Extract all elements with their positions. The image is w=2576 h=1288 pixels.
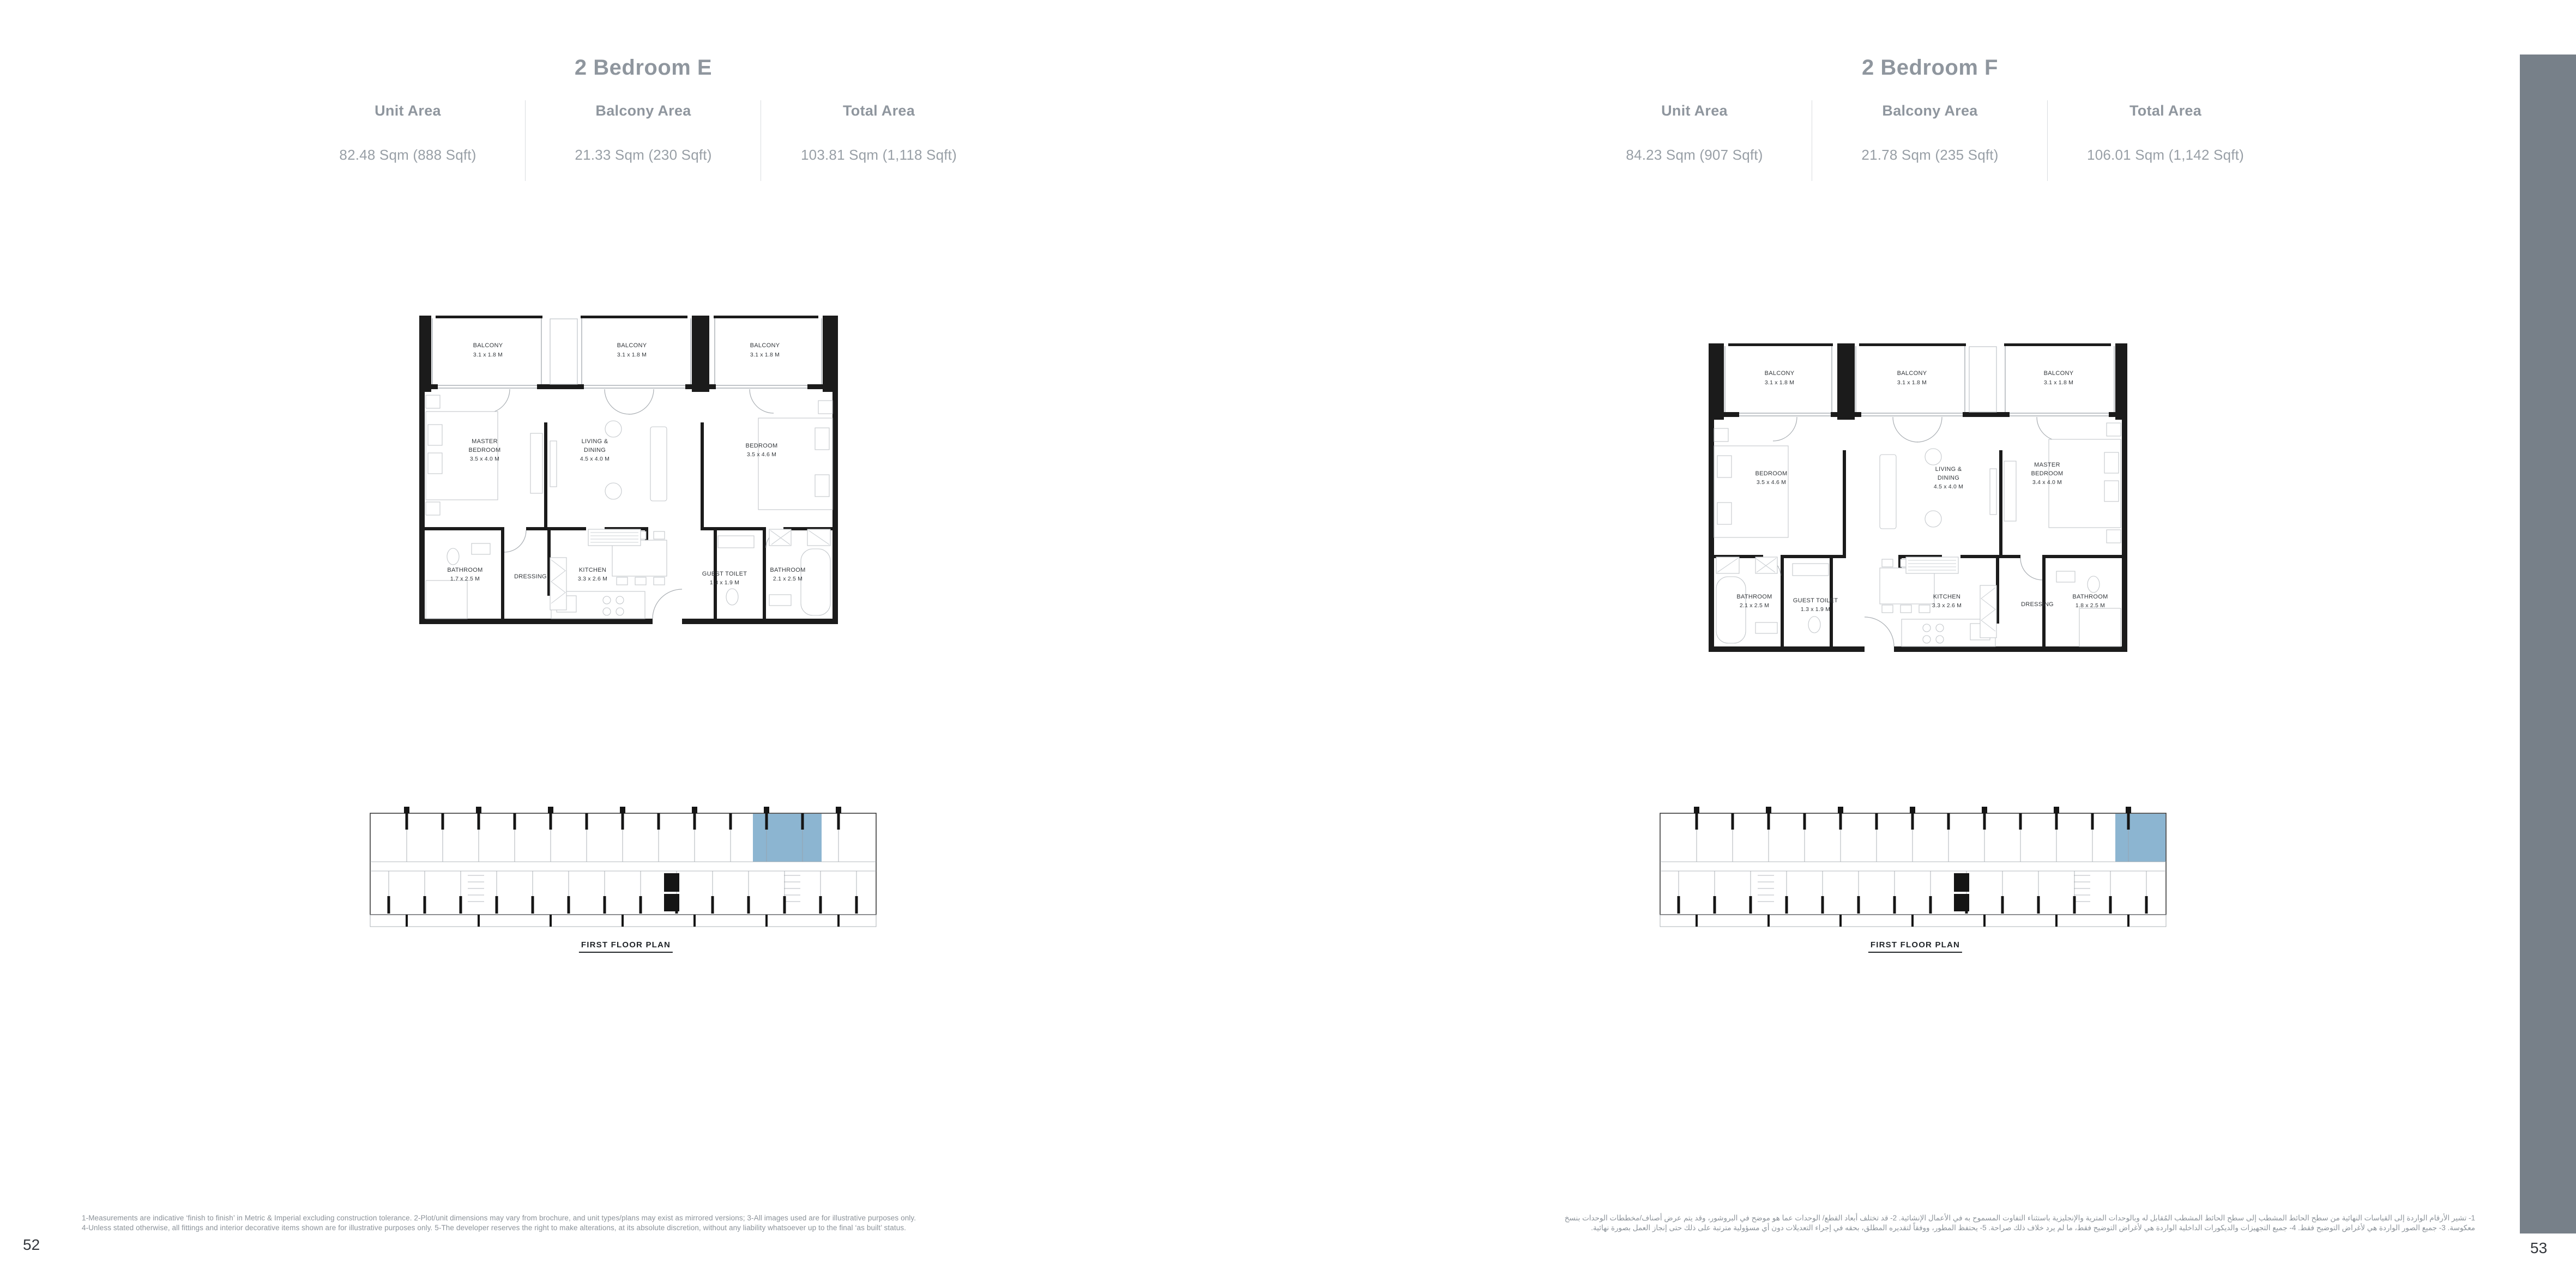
stats-left: [290, 102, 997, 164]
room-label-living-dining: DINING: [1937, 475, 1960, 481]
key-plan-caption-left: FIRST FLOOR PLAN: [579, 940, 673, 953]
stat-unit-area: [1577, 102, 1812, 164]
room-label-guest-toilet: GUEST TOILET: [1793, 597, 1838, 604]
disclaimer-arabic-line1: 1- تشير الأرقام الواردة إلى القياسات النهائية من سطح الحائط المشطب إلى سطح الحائط المشطب المُقابل له وبالوحدات المترية والإنجليزية باستثناء التفاوت المسموح به في الأعمال الإنشائية. 2- قد تختلف أبعاد القطع/ الوحدات عما هو موضح في البروشور، وقد يتم عرض أصناف/مخططات الوحدات بنسخ: [1564, 1214, 2475, 1222]
room-label-kitchen: KITCHEN: [1933, 594, 1961, 600]
room-dim-bedroom: 3.5 x 4.6 M: [746, 451, 777, 458]
room-label-living-dining: LIVING &: [581, 438, 608, 445]
stat-value: 82.48 Sqm (888 Sqft): [339, 147, 476, 163]
room-dim-bathroom-2: 1.8 x 2.5 M: [2075, 602, 2106, 609]
room-label-balcony: BALCONY: [2043, 370, 2074, 377]
stat-value: 21.78 Sqm (235 Sqft): [1861, 147, 1999, 163]
disclaimer-english: [82, 1213, 1167, 1233]
room-dim-balcony: 3.1 x 1.8 M: [1897, 379, 1927, 386]
stat-unit-area: [290, 102, 526, 164]
page-edge-strip: [2520, 55, 2576, 1233]
highlighted-unit: [753, 814, 822, 862]
room-label-bedroom: BEDROOM: [1755, 470, 1788, 477]
room-label-balcony: BALCONY: [473, 342, 503, 349]
room-dim-balcony: 3.1 x 1.8 M: [2043, 379, 2074, 386]
room-label-kitchen: KITCHEN: [578, 567, 607, 573]
room-label-dressing: DRESSING: [2021, 601, 2054, 608]
stat-balcony-area: [1812, 102, 2048, 164]
key-plan-caption-right: FIRST FLOOR PLAN: [1868, 940, 1962, 953]
stat-value: 103.81 Sqm (1,118 Sqft): [801, 147, 957, 163]
room-label-bathroom: BATHROOM: [447, 567, 483, 573]
disclaimer-english-line1: 1-Measurements are indicative ‘finish to finish’ in Metric & Imperial excluding construction tolerance. 2-Plot/unit dimensions may vary from brochure, and unit types/plans may exist as mirrored versions; 3-All images used are for illustrative purposes only.: [82, 1214, 916, 1222]
stat-balcony-area: [526, 102, 761, 164]
room-dim-bathroom-2: 2.1 x 2.5 M: [773, 576, 803, 582]
room-label-bedroom: BEDROOM: [745, 443, 778, 449]
plan-structure: [1709, 343, 2127, 652]
room-dim-balcony: 3.1 x 1.8 M: [473, 352, 503, 358]
room-dim-kitchen: 3.3 x 2.6 M: [1932, 602, 1962, 609]
unit-title-right: 2 Bedroom F: [1862, 56, 1998, 80]
stat-label: Balcony Area: [595, 102, 691, 119]
highlighted-unit: [2115, 814, 2165, 862]
room-dim-living-dining: 4.5 x 4.0 M: [1933, 483, 1964, 490]
room-label-master-bedroom: BEDROOM: [2031, 470, 2064, 477]
room-dim-kitchen: 3.3 x 2.6 M: [577, 576, 608, 582]
room-label-guest-toilet: GUEST TOILET: [702, 571, 747, 577]
stat-label: Balcony Area: [1882, 102, 1978, 119]
room-dim-master-bedroom: 3.5 x 4.0 M: [469, 456, 500, 462]
key-plan-right: [1660, 806, 2167, 928]
room-label-dressing: DRESSING: [514, 573, 547, 580]
room-label-bathroom-2: BATHROOM: [2072, 594, 2108, 600]
floor-plan-2-bedroom-f: [1709, 343, 2127, 652]
room-label-living-dining: DINING: [583, 447, 606, 453]
stat-value: 106.01 Sqm (1,142 Sqft): [2087, 147, 2244, 163]
room-dim-bathroom: 2.1 x 2.5 M: [1739, 602, 1770, 609]
room-label-bathroom: BATHROOM: [1736, 594, 1772, 600]
stats-right: [1577, 102, 2283, 164]
disclaimer-arabic-line2: معكوسة. 3- جميع الصور الواردة هي لأغراض التوضيح فقط. 4- جميع التجهيزات والديكورات الداخلية الواردة هي لأغراض التوضيح فقط، ما لم يرد خلاف ذلك صراحة. 5- يحتفظ المطور، ووفقاً لتقديره المطلق، بحقه في إجراء التعديلات دون أي مسؤولية مترتبة على ذلك حتى إنجاز العمل بصورة نهائية.: [1591, 1224, 2475, 1232]
room-dim-balcony: 3.1 x 1.8 M: [617, 352, 647, 358]
room-dim-living-dining: 4.5 x 4.0 M: [580, 456, 610, 462]
room-dim-bathroom: 1.7 x 2.5 M: [450, 576, 480, 582]
room-dim-balcony: 3.1 x 1.8 M: [1764, 379, 1795, 386]
stat-label: Unit Area: [1661, 102, 1728, 119]
room-dim-balcony: 3.1 x 1.8 M: [750, 352, 780, 358]
room-label-balcony: BALCONY: [750, 342, 780, 349]
room-label-balcony: BALCONY: [617, 342, 647, 349]
room-label-balcony: BALCONY: [1897, 370, 1927, 377]
stat-value: 84.23 Sqm (907 Sqft): [1626, 147, 1763, 163]
disclaimer-arabic: [1407, 1213, 2475, 1233]
room-label-living-dining: LIVING &: [1935, 466, 1962, 473]
stat-label: Total Area: [2129, 102, 2202, 119]
stat-value: 21.33 Sqm (230 Sqft): [575, 147, 712, 163]
stat-divider: [525, 100, 526, 181]
room-dim-guest-toilet: 1.3 x 1.9 M: [1800, 606, 1831, 613]
stat-label: Total Area: [842, 102, 915, 119]
room-label-master-bedroom: MASTER: [2034, 462, 2060, 468]
stat-divider: [2047, 100, 2048, 181]
page-number-left: 52: [23, 1236, 40, 1253]
disclaimer-english-line2: 4-Unless stated otherwise, all fittings and interior decorative items shown are for illustrative purposes only. 5-The developer reserves the right to make alterations, at its absolute discretion, without any liability whatsoever up to the final ‘as built’ status.: [82, 1224, 907, 1232]
key-plan-left: [370, 806, 877, 928]
room-dim-master-bedroom: 3.4 x 4.0 M: [2032, 479, 2062, 486]
stat-label: Unit Area: [375, 102, 441, 119]
room-label-master-bedroom: BEDROOM: [468, 447, 501, 453]
floor-plan-2-bedroom-e: [419, 316, 838, 624]
room-label-balcony: BALCONY: [1764, 370, 1795, 377]
unit-title-left: 2 Bedroom E: [574, 56, 713, 80]
stat-total-area: [761, 102, 997, 164]
room-dim-guest-toilet: 1.3 x 1.9 M: [709, 579, 740, 586]
room-dim-bedroom: 3.5 x 4.6 M: [1756, 479, 1787, 486]
page-number-right: 53: [2530, 1239, 2548, 1256]
stat-total-area: [2048, 102, 2283, 164]
room-label-master-bedroom: MASTER: [472, 438, 498, 445]
room-label-bathroom-2: BATHROOM: [770, 567, 806, 573]
